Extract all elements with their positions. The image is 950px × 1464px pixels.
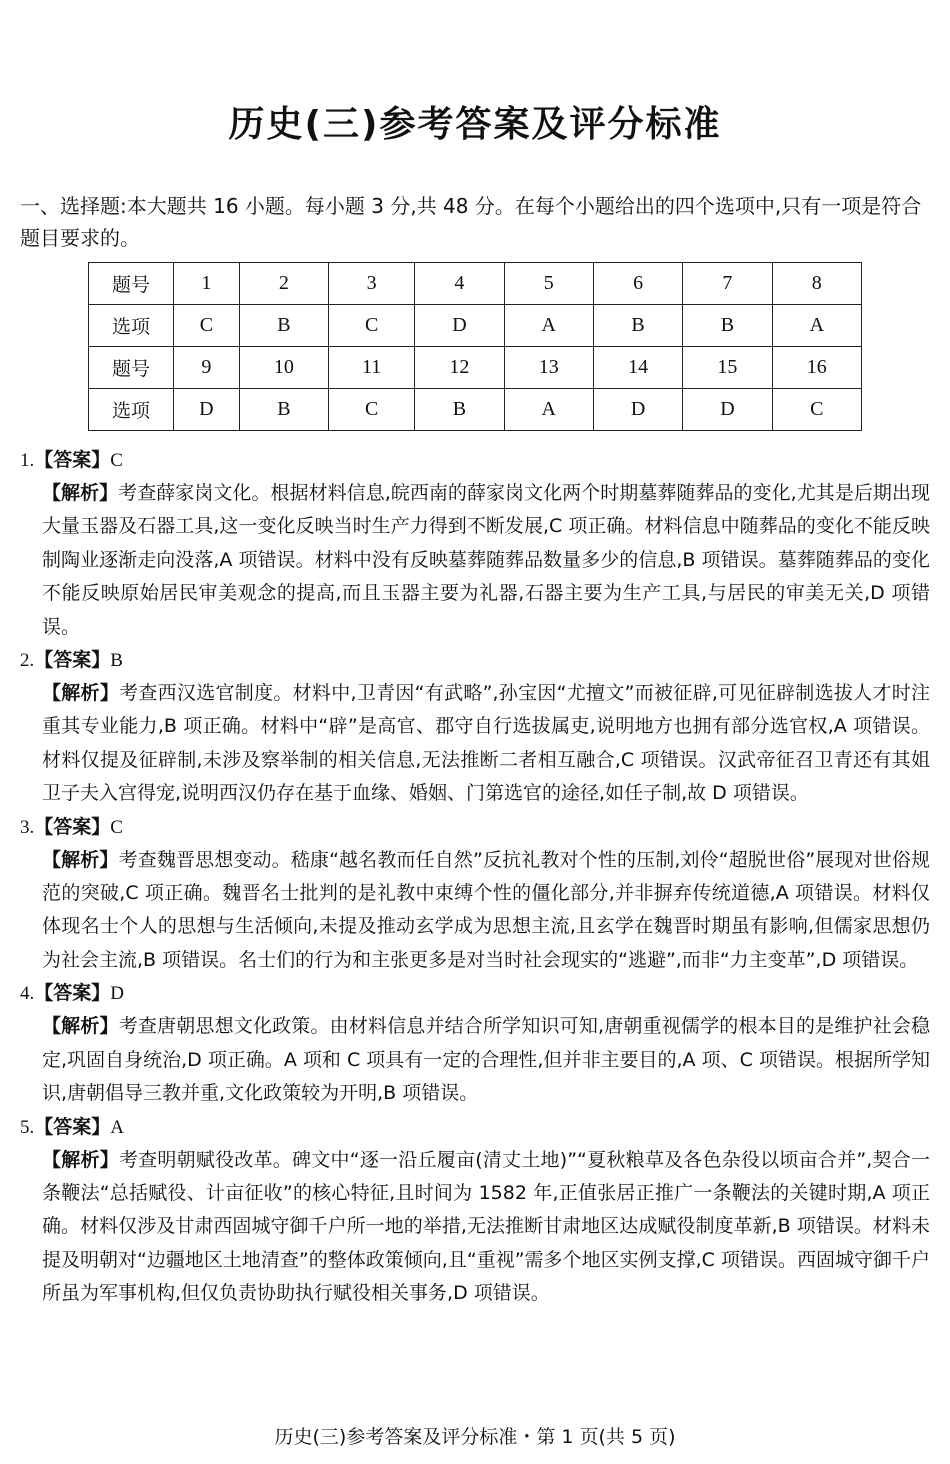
question-number: 4. — [20, 983, 35, 1005]
table-cell: D — [174, 389, 240, 431]
answer-value: C — [110, 816, 123, 838]
analysis-text: 考查魏晋思想变动。嵇康“越名教而任自然”反抗礼教对个性的压制,刘伶“超脱世俗”展现对世俗规范的突破,C 项正确。魏晋名士批判的是礼教中束缚个性的僵化部分,并非摒弃传统道德,A 项错误。材料仅体现名士个人的思想与生活倾向,未提及推动玄学成为思想主流,且玄学在魏晋时期虽有影响,但儒家思想仍为社会主流,B 项错误。名士们的行为和主张更多是对当时社会现实的“逃避”,而非“力主变革”,D 项错误。 — [42, 848, 930, 971]
answer-line — [20, 644, 935, 677]
table-row-label: 选项 — [89, 389, 174, 431]
analysis-paragraph — [42, 477, 930, 644]
table-row — [89, 389, 862, 431]
table-cell: C — [329, 305, 415, 347]
table-cell: 8 — [772, 263, 861, 305]
analysis-paragraph — [42, 677, 930, 811]
answer-line — [20, 811, 935, 844]
question-number: 2. — [20, 650, 35, 672]
table-row — [89, 347, 862, 389]
question-number: 3. — [20, 816, 35, 838]
analysis-text: 考查唐朝思想文化政策。由材料信息并结合所学知识可知,唐朝重视儒学的根本目的是维护社会稳定,巩固自身统治,D 项正确。A 项和 C 项具有一定的合理性,但并非主要目的,A 项、C 项错误。根据所学知识,唐朝倡导三教并重,文化政策较为开明,B 项错误。 — [42, 1015, 930, 1105]
table-row-label: 选项 — [89, 305, 174, 347]
analysis-label: 【解析】 — [42, 1015, 119, 1038]
table-cell: 5 — [504, 263, 593, 305]
section-instructions: 一、选择题:本大题共 16 小题。每小题 3 分,共 48 分。在每个小题给出的四个选项中,只有一项是符合题目要求的。 — [20, 194, 922, 250]
answer-value: D — [110, 983, 124, 1005]
question-item — [20, 811, 935, 978]
analysis-text: 考查西汉选官制度。材料中,卫青因“有武略”,孙宝因“尤擅文”而被征辟,可见征辟制选拔人才时注重其专业能力,B 项正确。材料中“辟”是高官、郡守自行选拔属吏,说明地方也拥有部分选官权,A 项错误。材料仅提及征辟制,未涉及察举制的相关信息,无法推断二者相互融合,C 项错误。汉武帝征召卫青还有其姐卫子夫入宫得宠,说明西汉仍存在基于血缘、婚姻、门第选官的途径,如任子制,故 D 项错误。 — [42, 682, 930, 805]
answer-label: 【答案】 — [34, 449, 111, 471]
table-cell: 15 — [683, 347, 772, 389]
table-row — [89, 263, 862, 305]
table-cell: A — [772, 305, 861, 347]
analysis-label: 【解析】 — [42, 848, 119, 871]
answer-label: 【答案】 — [34, 982, 111, 1005]
question-item — [20, 444, 935, 644]
answer-label: 【答案】 — [34, 815, 111, 838]
page-footer: 历史(三)参考答案及评分标准・第 1 页(共 5 页) — [274, 1426, 676, 1448]
table-cell: A — [504, 389, 593, 431]
table-cell: C — [329, 389, 415, 431]
answer-table — [88, 262, 862, 431]
table-cell: 10 — [239, 347, 328, 389]
question-number: 1. — [20, 450, 35, 471]
table-row — [89, 305, 862, 347]
answer-line — [20, 1111, 935, 1144]
answer-line — [20, 444, 935, 477]
table-cell: 12 — [415, 347, 504, 389]
answer-label: 【答案】 — [34, 649, 111, 672]
question-item — [20, 977, 935, 1110]
table-row-label: 题号 — [89, 263, 174, 305]
table-cell: B — [593, 305, 682, 347]
table-cell: D — [683, 389, 772, 431]
table-cell: 16 — [772, 347, 861, 389]
table-cell: 4 — [415, 263, 504, 305]
table-cell: 3 — [329, 263, 415, 305]
answer-explanations — [20, 444, 935, 1311]
table-cell: C — [174, 305, 240, 347]
table-cell: 14 — [593, 347, 682, 389]
answer-label: 【答案】 — [34, 1115, 111, 1138]
analysis-paragraph — [42, 844, 930, 978]
analysis-label: 【解析】 — [42, 1148, 119, 1171]
table-cell: 13 — [504, 347, 593, 389]
table-row-label: 题号 — [89, 347, 174, 389]
table-cell: 2 — [239, 263, 328, 305]
answer-value: B — [110, 650, 123, 672]
table-cell: 7 — [683, 263, 772, 305]
table-cell: C — [772, 389, 861, 431]
answer-line — [20, 977, 935, 1010]
table-cell: B — [239, 305, 328, 347]
question-item — [20, 1111, 935, 1311]
table-cell: A — [504, 305, 593, 347]
table-cell: B — [415, 389, 504, 431]
analysis-paragraph — [42, 1144, 930, 1311]
analysis-text: 考查薛家岗文化。根据材料信息,皖西南的薛家岗文化两个时期墓葬随葬品的变化,尤其是后期出现大量玉器及石器工具,这一变化反映当时生产力得到不断发展,C 项正确。材料信息中随葬品的变化不能反映制陶业逐渐走向没落,A 项错误。材料中没有反映墓葬随葬品数量多少的信息,B 项错误。墓葬随葬品的变化不能反映原始居民审美观念的提高,而且玉器主要为礼器,石器主要为生产工具,与居民的审美无关,D 项错误。 — [42, 482, 930, 638]
analysis-label: 【解析】 — [42, 682, 120, 705]
table-cell: 6 — [593, 263, 682, 305]
table-cell: D — [593, 389, 682, 431]
question-number: 5. — [20, 1116, 35, 1138]
analysis-label: 【解析】 — [42, 482, 119, 504]
table-cell: 11 — [329, 347, 415, 389]
table-cell: 1 — [174, 263, 240, 305]
table-cell: 9 — [174, 347, 240, 389]
analysis-text: 考查明朝赋役改革。碑文中“逐一沿丘履亩(清丈土地)”“夏秋粮草及各色杂役以顷亩合并”,契合一条鞭法“总括赋役、计亩征收”的核心特征,且时间为 1582 年,正值张居正推广一条鞭法的关键时期,A 项正确。材料仅涉及甘肃西固城守御千户所一地的举措,无法推断甘肃地区达成赋役制度革新,B 项错误。材料未提及明朝对“边疆地区土地清查”的整体政策倾向,且“重视”需多个地区实例支撑,C 项错误。西固城守御千户所虽为军事机构,但仅负责协助执行赋役相关事务,D 项错误。 — [42, 1148, 930, 1305]
question-item — [20, 644, 935, 811]
table-cell: D — [415, 305, 504, 347]
table-cell: B — [683, 305, 772, 347]
analysis-paragraph — [42, 1010, 930, 1110]
answer-value: C — [110, 450, 123, 471]
answer-value: A — [110, 1116, 124, 1138]
page-title: 历史(三)参考答案及评分标准 — [228, 104, 722, 145]
table-cell: B — [239, 389, 328, 431]
